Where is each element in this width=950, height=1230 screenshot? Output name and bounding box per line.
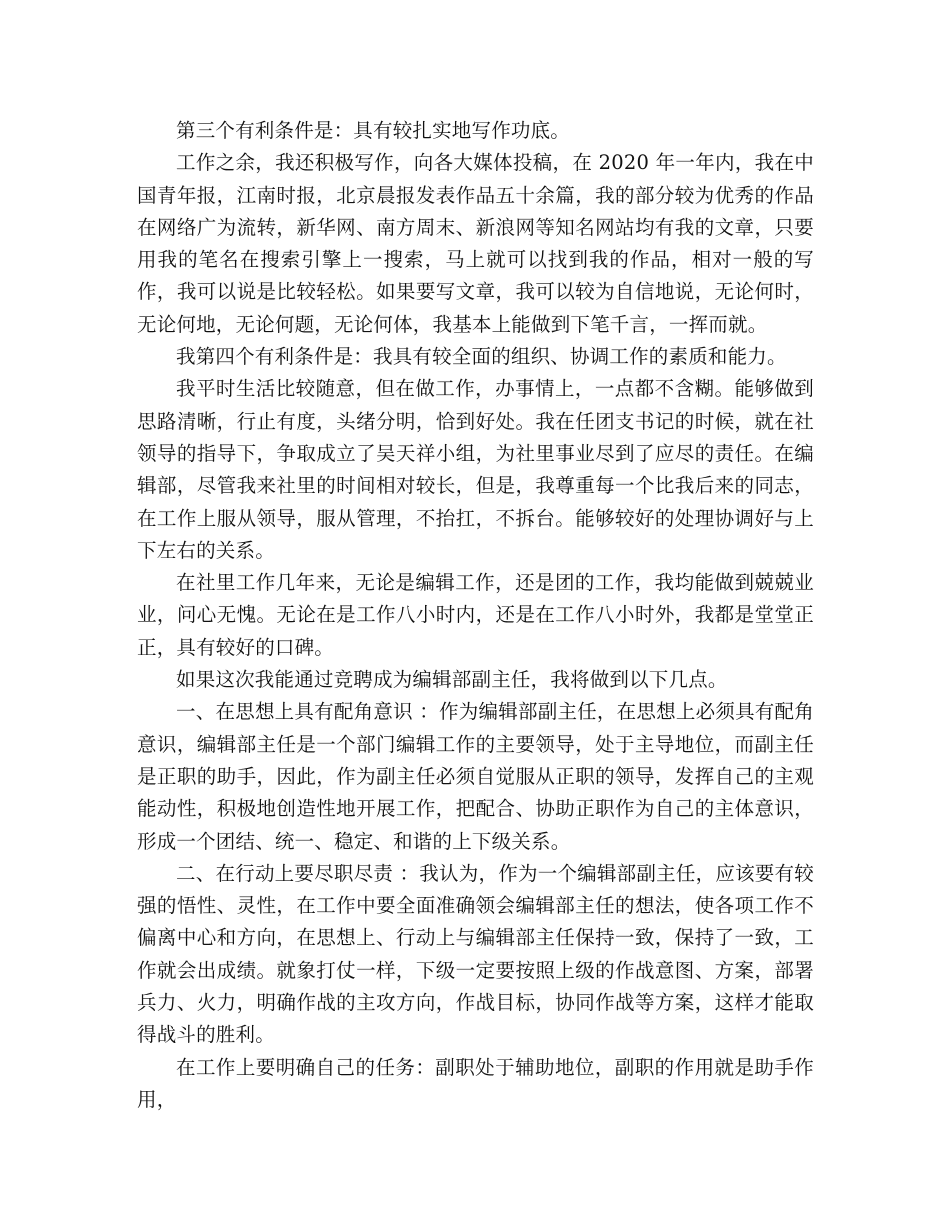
paragraph-work-style: 我平时生活比较随意，但在做工作，办事情上，一点都不含糊。能够做到思路清晰，行止有度，头绪分明，恰到好处。我在任团支书记的时候，就在社领导的指导下，争取成立了吴天祥小组，为社里事业尽到了应尽的责任。在编辑部，尽管我来社里的时间相对较长，但是，我尊重每一个比我后来的同志，在工作上服从领导，服从管理，不抬扛，不拆台。能够较好的处理协调好与上下左右的关系。: [137, 377, 814, 562]
paragraph-reputation: 在社里工作几年来，无论是编辑工作，还是团的工作，我均能做到兢兢业业，问心无愧。无论在是工作八小时内，还是在工作八小时外，我都是堂堂正正，具有较好的口碑。: [137, 571, 814, 659]
paragraph-writing-experience: 工作之余，我还积极写作，向各大媒体投稿，在 2020 年一年内，我在中国青年报，江南时报，北京晨报发表作品五十余篇，我的部分较为优秀的作品在网络广为流转，新华网、南方周末、新浪网等知名网站均有我的文章，只要用我的笔名在搜索引擎上一搜索，马上就可以找到我的作品，相对一般的写作，我可以说是比较轻松。如果要写文章，我可以较为自信地说，无论何时，无论何地，无论何题，无论何体，我基本上能做到下笔千言，一挥而就。: [137, 151, 814, 336]
paragraph-point-one: 一、在思想上具有配角意识 ：作为编辑部副主任，在思想上必须具有配角意识，编辑部主任是一个部门编辑工作的主要领导，处于主导地位，而副主任是正职的助手，因此，作为副主任必须自觉服从正职的领导，发挥自己的主观能动性，积极地创造性地开展工作，把配合、协助正职作为自己的主体意识，形成一个团结、统一、稳定、和谐的上下级关系。: [137, 700, 814, 853]
document-body: [137, 115, 814, 1116]
paragraph-third-advantage: 第三个有利条件是：具有较扎实地写作功底。: [176, 119, 571, 142]
paragraph-define-tasks: 在工作上要明确自己的任务：副职处于辅助地位，副职的作用就是助手作用，: [137, 1055, 814, 1111]
paragraph-commitments-intro: 如果这次我能通过竞聘成为编辑部副主任，我将做到以下几点。: [176, 668, 728, 692]
paragraph-fourth-advantage: 我第四个有利条件是：我具有较全面的组织、协调工作的素质和能力。: [176, 345, 787, 369]
paragraph-point-two: 二、在行动上要尽职尽责 ：我认为，作为一个编辑部副主任，应该要有较强的悟性、灵性，在工作中要全面准确领会编辑部主任的想法，使各项工作不偏离中心和方向，在思想上、行动上与编辑部主任保持一致，保持了一致，工作就会出成绩。就象打仗一样，下级一定要按照上级的作战意图、方案，部署兵力、火力，明确作战的主攻方向，作战目标，协同作战等方案，这样才能取得战斗的胜利。: [137, 861, 814, 1047]
